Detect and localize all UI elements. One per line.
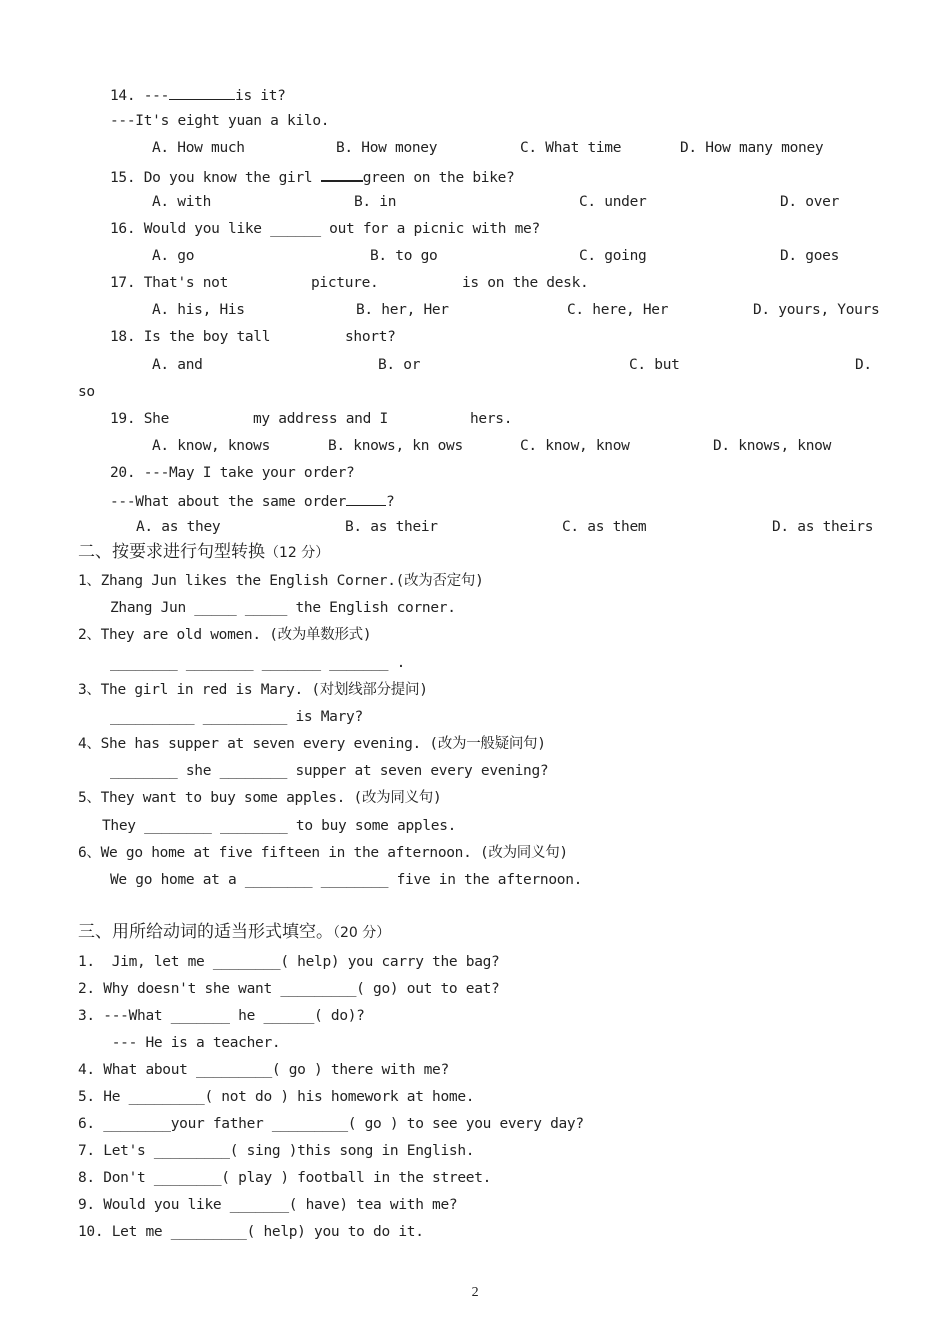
q15-option-a: A. with [152, 194, 212, 210]
q17-option-a: A. his, His [152, 302, 245, 318]
q16-option-d: D. goes [780, 248, 840, 264]
q17-option-d: D. yours, Yours [753, 302, 880, 318]
section3-item[interactable]: 4. What about _________( go ) there with me? [78, 1062, 449, 1078]
section2-item-5-question: 5、They want to buy some apples. (改为同义句) [78, 790, 442, 806]
q16-option-c: C. going [579, 248, 647, 264]
q20-option-b: B. as their [345, 519, 438, 535]
section3-item[interactable]: 9. Would you like _______( have) tea with me? [78, 1197, 458, 1213]
q20-option-d: D. as theirs [772, 519, 874, 535]
section3-item[interactable]: 1. Jim, let me ________( help) you carry the bag? [78, 954, 500, 970]
q14-option-d: D. How many money [680, 140, 824, 156]
section2-item-2-answer[interactable]: ________ ________ _______ _______ . [110, 655, 406, 671]
section3-item[interactable]: 10. Let me _________( help) you to do it. [78, 1224, 424, 1240]
answer-blank[interactable] [346, 491, 386, 506]
q17-stem-part2: picture. [311, 275, 379, 291]
q17-stem-part3: is on the desk. [462, 275, 589, 291]
q18-option-d-wrap: so [78, 384, 95, 400]
section2-item-4-answer[interactable]: ________ she ________ supper at seven every evening? [110, 763, 549, 779]
q19-stem-part1: 19. She [110, 411, 170, 427]
section2-item-1-question: 1、Zhang Jun likes the English Corner.(改为否定句) [78, 573, 484, 589]
section3-item[interactable]: 6. ________your father _________( go ) to see you every day? [78, 1116, 584, 1132]
section3-item[interactable]: 3. ---What _______ he ______( do)? [78, 1008, 365, 1024]
q19-option-a: A. know, knows [152, 438, 271, 454]
q20-line2: ---What about the same order ? [110, 491, 394, 511]
q18-stem-part2: short? [345, 329, 396, 345]
q19-option-d: D. knows, know [713, 438, 832, 454]
q14-option-c: C. What time [520, 140, 622, 156]
q18-stem-part1: 18. Is the boy tall [110, 329, 271, 345]
section3-item[interactable]: 7. Let's _________( sing )this song in English. [78, 1143, 475, 1159]
q17-stem-part1: 17. That's not [110, 275, 229, 291]
q19-option-c: C. know, know [520, 438, 630, 454]
q14-option-a: A. How much [152, 140, 245, 156]
q14-option-b: B. How money [336, 140, 438, 156]
q15-stem: 15. Do you know the girl green on the bike? [110, 166, 515, 187]
q19-option-b: B. knows, kn ows [328, 438, 463, 454]
section3-item[interactable]: 2. Why doesn't she want _________( go) out to eat? [78, 981, 500, 997]
section2-item-1-answer[interactable]: Zhang Jun _____ _____ the English corner. [110, 600, 456, 616]
answer-blank[interactable] [169, 85, 235, 100]
section2-heading: 二、按要求进行句型转换（12 分） [78, 542, 330, 562]
section3-item[interactable]: 5. He _________( not do ) his homework at home. [78, 1089, 475, 1105]
q17-option-c: C. here, Her [567, 302, 669, 318]
q16-option-a: A. go [152, 248, 195, 264]
section2-item-6-answer[interactable]: We go home at a ________ ________ five in the afternoon. [110, 872, 583, 888]
section2-item-4-question: 4、She has supper at seven every evening. (改为一般疑问句) [78, 736, 546, 752]
page-number: 2 [471, 1285, 479, 1300]
section2-item-3-question: 3、The girl in red is Mary. (对划线部分提问) [78, 682, 428, 698]
q20-option-a: A. as they [136, 519, 221, 535]
section3-item-continuation: --- He is a teacher. [78, 1035, 281, 1051]
q17-option-b: B. her, Her [356, 302, 449, 318]
q19-stem-part2: my address and I [253, 411, 388, 427]
q14-line2: ---It's eight yuan a kilo. [110, 113, 330, 129]
section2-item-6-question: 6、We go home at five fifteen in the afternoon. (改为同义句) [78, 845, 568, 861]
answer-blank[interactable] [321, 166, 363, 182]
q18-option-d: D. [855, 357, 872, 373]
q18-option-b: B. or [378, 357, 421, 373]
q19-stem-part3: hers. [470, 411, 513, 427]
q16-stem: 16. Would you like ______ out for a picnic with me? [110, 221, 540, 237]
q18-option-c: C. but [629, 357, 680, 373]
q14-stem: 14. --- is it? [110, 85, 286, 105]
q20-option-c: C. as them [562, 519, 647, 535]
q18-option-a: A. and [152, 357, 203, 373]
section2-item-3-answer[interactable]: __________ __________ is Mary? [110, 709, 363, 725]
section2-item-2-question: 2、They are old women. (改为单数形式) [78, 627, 372, 643]
q15-option-c: C. under [579, 194, 647, 210]
q20-stem: 20. ---May I take your order? [110, 465, 355, 481]
section2-item-5-answer[interactable]: They ________ ________ to buy some apples. [102, 818, 457, 834]
section3-item[interactable]: 8. Don't ________( play ) football in the street. [78, 1170, 492, 1186]
q15-option-d: D. over [780, 194, 840, 210]
section3-heading: 三、用所给动词的适当形式填空。（20 分） [78, 922, 391, 942]
q15-option-b: B. in [354, 194, 397, 210]
q16-option-b: B. to go [370, 248, 438, 264]
